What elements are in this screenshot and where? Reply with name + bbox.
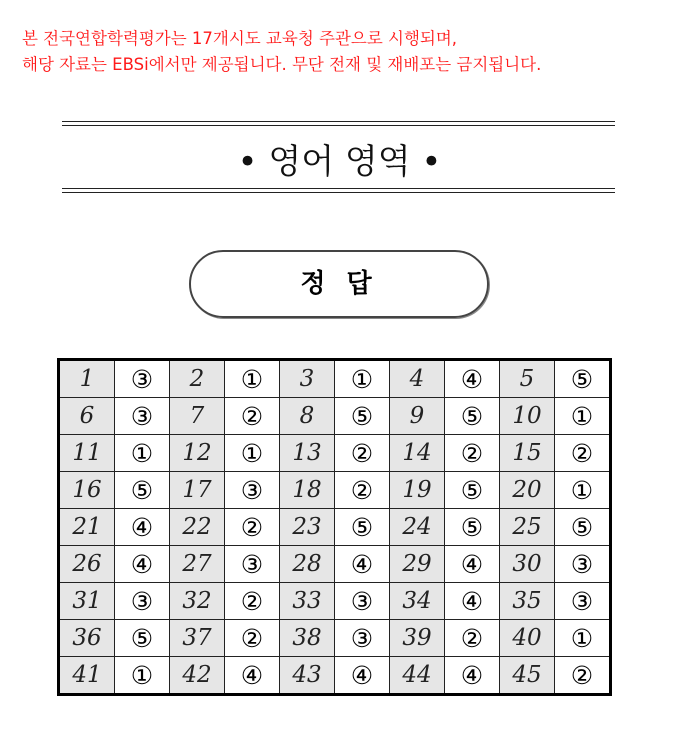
answer-choice: ③ <box>115 583 170 620</box>
question-number: 31 <box>59 583 115 620</box>
question-number: 27 <box>170 546 225 583</box>
question-number: 21 <box>59 509 115 546</box>
answer-choice: ① <box>225 360 280 398</box>
question-number: 40 <box>500 620 555 657</box>
question-number: 34 <box>390 583 445 620</box>
question-number: 19 <box>390 472 445 509</box>
table-row <box>59 360 611 398</box>
answer-choice: ③ <box>115 360 170 398</box>
question-number: 23 <box>280 509 335 546</box>
question-number: 36 <box>59 620 115 657</box>
answer-choice: ③ <box>555 583 611 620</box>
answer-choice: ② <box>225 398 280 435</box>
question-number: 8 <box>280 398 335 435</box>
answer-choice: ⑤ <box>445 509 500 546</box>
answer-choice: ⑤ <box>445 472 500 509</box>
question-number: 39 <box>390 620 445 657</box>
answer-choice: ① <box>115 657 170 695</box>
answer-choice: ② <box>335 472 390 509</box>
question-number: 7 <box>170 398 225 435</box>
answer-choice: ⑤ <box>335 509 390 546</box>
question-number: 12 <box>170 435 225 472</box>
answer-choice: ⑤ <box>555 509 611 546</box>
table-row <box>59 583 611 620</box>
title-bottom-rule <box>62 188 615 193</box>
answer-choice: ④ <box>445 583 500 620</box>
answer-choice: ① <box>335 360 390 398</box>
answer-choice: ① <box>225 435 280 472</box>
question-number: 24 <box>390 509 445 546</box>
answer-choice: ① <box>555 620 611 657</box>
question-number: 10 <box>500 398 555 435</box>
answer-choice: ① <box>555 398 611 435</box>
answer-choice: ② <box>445 620 500 657</box>
question-number: 17 <box>170 472 225 509</box>
question-number: 33 <box>280 583 335 620</box>
question-number: 4 <box>390 360 445 398</box>
question-number: 26 <box>59 546 115 583</box>
question-number: 43 <box>280 657 335 695</box>
question-number: 41 <box>59 657 115 695</box>
answer-choice: ⑤ <box>115 472 170 509</box>
table-row <box>59 472 611 509</box>
answer-choice: ④ <box>445 657 500 695</box>
page-title: • 영어 영역 • <box>237 142 442 182</box>
answer-choice: ② <box>225 509 280 546</box>
question-number: 29 <box>390 546 445 583</box>
question-number: 2 <box>170 360 225 398</box>
question-number: 45 <box>500 657 555 695</box>
answer-choice: ① <box>115 435 170 472</box>
question-number: 44 <box>390 657 445 695</box>
answer-choice: ④ <box>335 546 390 583</box>
question-number: 42 <box>170 657 225 695</box>
question-number: 3 <box>280 360 335 398</box>
table-row <box>59 620 611 657</box>
answer-table <box>57 358 612 696</box>
question-number: 32 <box>170 583 225 620</box>
question-number: 5 <box>500 360 555 398</box>
question-number: 1 <box>59 360 115 398</box>
answer-choice: ④ <box>445 546 500 583</box>
answer-choice: ② <box>555 657 611 695</box>
answer-choice: ⑤ <box>115 620 170 657</box>
answer-label: 정 답 <box>189 250 489 318</box>
question-number: 13 <box>280 435 335 472</box>
question-number: 38 <box>280 620 335 657</box>
table-row <box>59 509 611 546</box>
question-number: 20 <box>500 472 555 509</box>
question-number: 30 <box>500 546 555 583</box>
question-number: 15 <box>500 435 555 472</box>
table-row <box>59 546 611 583</box>
question-number: 28 <box>280 546 335 583</box>
answer-choice: ③ <box>335 583 390 620</box>
answer-choice: ④ <box>225 657 280 695</box>
answer-choice: ③ <box>555 546 611 583</box>
answer-choice: ③ <box>225 546 280 583</box>
answer-choice: ② <box>225 620 280 657</box>
question-number: 22 <box>170 509 225 546</box>
table-row <box>59 398 611 435</box>
answer-choice: ② <box>555 435 611 472</box>
notice-line-1: 본 전국연합학력평가는 17개시도 교육청 주관으로 시행되며, <box>22 29 458 48</box>
answer-choice: ① <box>555 472 611 509</box>
question-number: 16 <box>59 472 115 509</box>
answer-choice: ④ <box>445 360 500 398</box>
answer-choice: ⑤ <box>335 398 390 435</box>
answer-choice: ② <box>225 583 280 620</box>
table-row <box>59 657 611 695</box>
answer-choice: ⑤ <box>445 398 500 435</box>
answer-choice: ③ <box>115 398 170 435</box>
notice-line-2: 해당 자료는 EBSi에서만 제공됩니다. 무단 전재 및 재배포는 금지됩니다. <box>22 55 542 74</box>
question-number: 11 <box>59 435 115 472</box>
answer-choice: ④ <box>115 509 170 546</box>
question-number: 9 <box>390 398 445 435</box>
question-number: 37 <box>170 620 225 657</box>
answer-choice: ② <box>445 435 500 472</box>
answer-choice: ③ <box>335 620 390 657</box>
title-top-rule <box>62 121 615 126</box>
question-number: 6 <box>59 398 115 435</box>
question-number: 35 <box>500 583 555 620</box>
answer-choice: ⑤ <box>555 360 611 398</box>
question-number: 18 <box>280 472 335 509</box>
question-number: 25 <box>500 509 555 546</box>
answer-choice: ④ <box>115 546 170 583</box>
question-number: 14 <box>390 435 445 472</box>
answer-choice: ③ <box>225 472 280 509</box>
table-row <box>59 435 611 472</box>
answer-choice: ② <box>335 435 390 472</box>
answer-choice: ④ <box>335 657 390 695</box>
copyright-notice <box>22 26 541 78</box>
